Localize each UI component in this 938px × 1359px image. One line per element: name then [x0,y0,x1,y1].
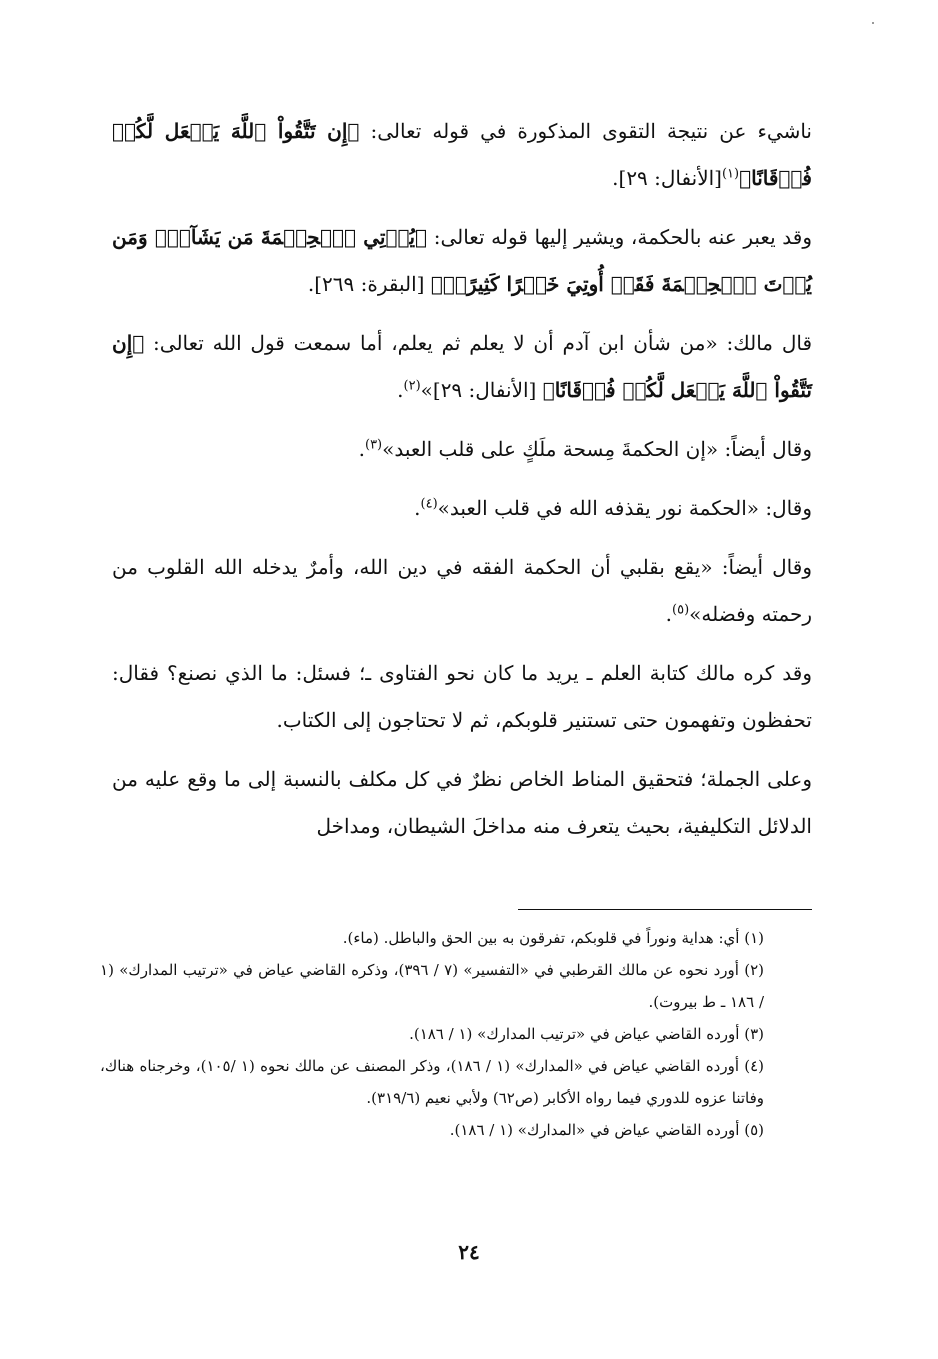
main-text [112,108,812,862]
verse-citation: [الأنفال: ٢٩]. [612,166,722,190]
paragraph-7-text: وقد كره مالك كتابة العلم ـ يريد ما كان نحو الفتاوى ـ؛ فسئل: ما الذي نصنع؟ فقال: تحفظون وتفهمون حتى تستنير قلوبكم، ثم لا تحتاجون إلى الكتاب. [112,661,812,732]
paragraph-8 [112,756,812,850]
quran-verse-anfal-29: ﴿إِن تَتَّقُواْ ٱللَّهَ يَجۡعَل لَّكُمۡ فُرۡقَانًا﴾ [112,119,812,190]
paragraph-6 [112,544,812,638]
quran-verse-baqara-269: ﴿يُؤۡتِي ٱلۡحِكۡمَةَ مَن يَشَآءُۚ وَمَن يُؤۡتَ ٱلۡحِكۡمَةَ فَقَدۡ أُوتِيَ خَيۡرًا كَثِيرًاۗ﴾ [112,225,812,296]
footnote-1: (١) أي: هداية ونوراً في قلوبكم، تفرقون به بين الحق والباطل. (ماء). [342,929,764,947]
footnote-4: (٤) أورده القاضي عياض في «المدارك» (١ / ١٨٦)، وذكر المصنف عن مالك نحوه (١ /١٠٥)، وخرجناه هناك، وفاتنا عزوه للدوري فيما رواه الأكابر (ص٦٢) ولأبي نعيم (٣١٩/٦). [100,1057,765,1107]
quran-verse-anfal-29: ﴿إِن تَتَّقُواْ ٱللَّهَ يَجۡعَل لَّكُمۡ فُرۡقَانًا﴾ [112,331,812,402]
footnote-5: (٥) أورده القاضي عياض في «المدارك» (١ / ١٨٦). [449,1121,764,1139]
footnote-ref-1: (١) [721,166,740,182]
paragraph-3-text: قال مالك: «من شأن ابن آدم أن لا يعلم ثم يعلم، أما سمعت قول الله تعالى: [144,331,812,355]
page-number: ٢٤ [458,1240,480,1264]
paragraph-4-text: وقال أيضاً: «إن الحكمةَ مِسحة ملَكٍ على قلب العبد» [382,437,812,461]
paragraph-6-text: وقال أيضاً: «يقع بقلبي أن الحكمة الفقه في دين الله، وأمرٌ يدخله الله القلوب من رحمته وفضله» [112,555,812,626]
period: . [397,378,404,402]
paragraph-5 [112,485,812,532]
footnote-ref-4: (٤) [420,496,438,512]
period: . [414,496,421,520]
period: . [358,437,365,461]
footnote-2: (٢) أورد نحوه عن مالك القرطبي في «التفسير» (٧ / ٣٩٦)، وذكره القاضي عياض في «ترتيب المدارك» (١ / ١٨٦ ـ ط بيروت). [100,961,765,1011]
paragraph-2 [112,214,812,308]
paragraph-2-text: وقد يعبر عنه بالحكمة، ويشير إليها قوله تعالى: [427,225,813,249]
paragraph-3 [112,320,812,414]
paragraph-5-text: وقال: «الحكمة نور يقذفه الله في قلب العبد» [437,496,812,520]
footnote-ref-5: (٥) [672,602,690,618]
footnotes [100,922,814,1146]
paragraph-1 [112,108,812,202]
verse-citation: [البقرة: ٢٦٩]. [307,272,431,296]
paragraph-7 [112,650,812,744]
paragraph-1-text: ناشيء عن نتيجة التقوى المذكورة في قوله تعالى: [359,119,812,143]
footnote-3: (٣) أورده القاضي عياض في «ترتيب المدارك» (١ / ١٨٦). [409,1025,764,1043]
paragraph-4 [112,426,812,473]
period: . [665,602,673,626]
footnote-ref-2: (٢) [403,378,421,394]
verse-citation: [الأنفال: ٢٩]» [420,378,543,402]
footnote-separator [518,909,812,910]
footnote-ref-3: (٣) [364,437,383,453]
paragraph-8-text: وعلى الجملة؛ فتحقيق المناط الخاص نظرٌ في كل مكلف بالنسبة إلى ما وقع عليه من الدلائل التكليفية، بحيث يتعرف منه مداخلَ الشيطان، ومداخل [112,767,812,838]
scan-speck [872,22,874,24]
